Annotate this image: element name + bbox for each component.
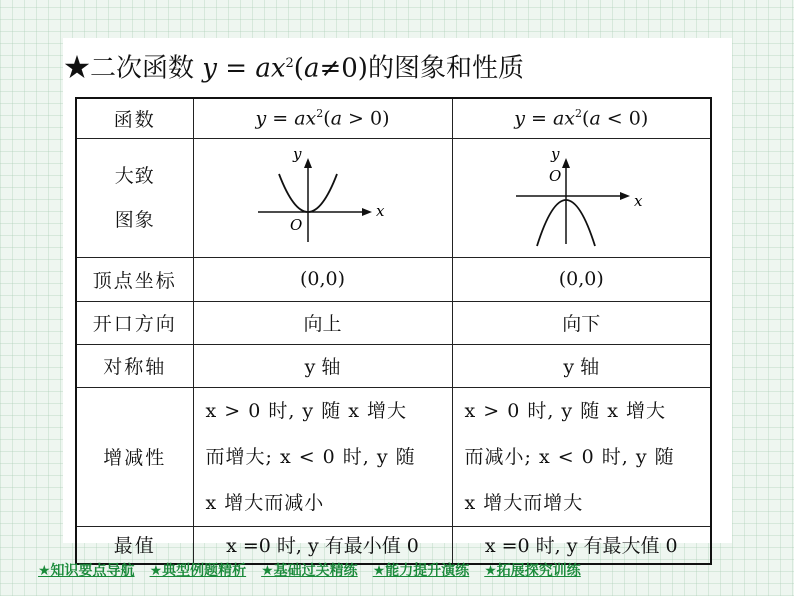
properties-table bbox=[75, 97, 712, 565]
opening-col2: 向下 bbox=[452, 301, 711, 344]
h2-open: ( bbox=[582, 107, 590, 130]
graph-row bbox=[76, 138, 711, 257]
monotonic-col2-line3: x 增大而增大 bbox=[464, 491, 584, 514]
monotonic-col1 bbox=[193, 387, 452, 526]
h2-cond: < 0) bbox=[600, 107, 649, 130]
graph-up-cell bbox=[193, 138, 452, 257]
title-cond-a: a bbox=[303, 53, 320, 84]
graph-label-line2: 图象 bbox=[114, 208, 155, 231]
graph-down-cell bbox=[452, 138, 711, 257]
up-x-label: x bbox=[375, 201, 384, 220]
vertex-label: 顶点坐标 bbox=[76, 257, 193, 301]
h1-a: a bbox=[330, 107, 343, 130]
title-formula-ax: ax bbox=[255, 53, 286, 84]
monotonic-col2-line2: 而减小; x < 0 时, y 随 bbox=[464, 445, 675, 468]
h1-open: ( bbox=[323, 107, 331, 130]
down-origin-label: O bbox=[549, 166, 562, 185]
up-y-arrow bbox=[304, 158, 312, 168]
down-y-label: y bbox=[551, 147, 560, 163]
parabola-down-graph bbox=[506, 148, 656, 248]
nav-link-examples[interactable]: ★典型例题精析 bbox=[149, 563, 247, 579]
axis-col1: y 轴 bbox=[193, 344, 452, 387]
title-cond-open: ( bbox=[293, 53, 304, 84]
vertex-row bbox=[76, 257, 711, 301]
monotonic-row bbox=[76, 387, 711, 526]
parabola-up-graph bbox=[248, 148, 398, 248]
h2-a: a bbox=[589, 107, 601, 130]
monotonic-col2-line1: x > 0 时, y 随 x 增大 bbox=[464, 399, 666, 422]
header-function-label: 函数 bbox=[76, 98, 193, 138]
monotonic-label: 增减性 bbox=[76, 387, 193, 526]
up-y-label: y bbox=[292, 147, 301, 163]
extreme-label: 最值 bbox=[76, 526, 193, 564]
h2-y: y bbox=[514, 107, 525, 130]
up-origin-label: O bbox=[289, 215, 302, 234]
title-prefix: 二次函数 bbox=[90, 53, 195, 84]
graph-label-line1: 大致 bbox=[114, 164, 155, 187]
title-cond-ne: ≠0) bbox=[319, 53, 368, 84]
axis-col2: y 轴 bbox=[452, 344, 711, 387]
nav-link-extension-training[interactable]: ★拓展探究训练 bbox=[484, 563, 581, 579]
h2-exp: 2 bbox=[575, 107, 583, 121]
title-formula-exp: 2 bbox=[285, 56, 294, 71]
header-a-positive bbox=[193, 98, 452, 138]
h2-ax: ax bbox=[552, 107, 576, 130]
opening-label: 开口方向 bbox=[76, 301, 193, 344]
footer-nav bbox=[38, 559, 581, 581]
opening-row bbox=[76, 301, 711, 344]
title-star: ★ bbox=[64, 53, 91, 84]
vertex-col1: (0,0) bbox=[193, 257, 452, 301]
h1-cond: > 0) bbox=[342, 107, 390, 130]
h2-eq: = bbox=[524, 107, 553, 130]
monotonic-col2 bbox=[452, 387, 711, 526]
h1-eq: = bbox=[266, 107, 295, 130]
title-formula-y: y bbox=[202, 53, 217, 84]
down-x-arrow bbox=[620, 192, 630, 200]
nav-link-ability-practice[interactable]: ★能力提升演练 bbox=[372, 563, 470, 579]
axis-row bbox=[76, 344, 711, 387]
h1-ax: ax bbox=[294, 107, 317, 130]
header-row bbox=[76, 98, 711, 138]
down-x-label: x bbox=[634, 191, 643, 210]
extreme-col2: x =0 时, y 有最大值 0 bbox=[452, 526, 711, 564]
nav-link-knowledge[interactable]: ★知识要点导航 bbox=[38, 563, 135, 579]
monotonic-col1-line3: x 增大而减小 bbox=[205, 491, 325, 514]
title-formula-eq: = bbox=[217, 53, 256, 84]
down-y-arrow bbox=[562, 158, 570, 168]
monotonic-col1-line1: x > 0 时, y 随 x 增大 bbox=[205, 399, 407, 422]
extreme-col1: x =0 时, y 有最小值 0 bbox=[193, 526, 452, 564]
opening-col1: 向上 bbox=[193, 301, 452, 344]
vertex-col2: (0,0) bbox=[452, 257, 711, 301]
monotonic-col1-line2: 而增大; x < 0 时, y 随 bbox=[205, 445, 416, 468]
graph-row-label bbox=[76, 138, 193, 257]
header-a-negative bbox=[452, 98, 711, 138]
nav-link-basic-practice[interactable]: ★基础过关精练 bbox=[261, 563, 358, 579]
title-suffix: 的图象和性质 bbox=[367, 53, 524, 84]
h1-y: y bbox=[255, 107, 267, 130]
axis-label: 对称轴 bbox=[76, 344, 193, 387]
h1-exp: 2 bbox=[316, 107, 324, 121]
up-x-arrow bbox=[362, 208, 372, 216]
page-title bbox=[64, 44, 664, 84]
